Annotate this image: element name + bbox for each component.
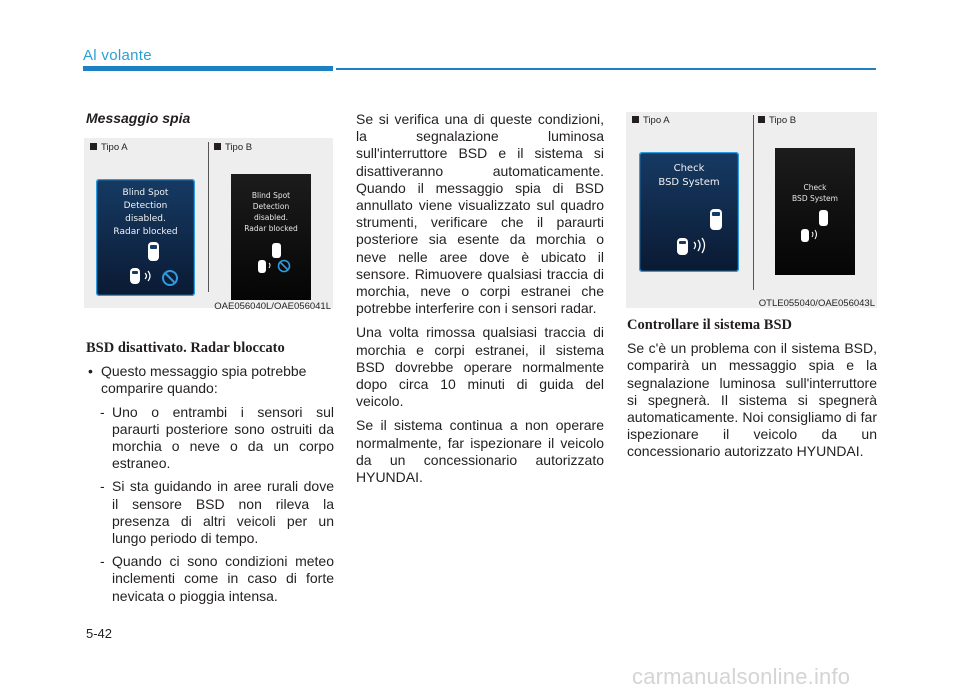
figure-check-bsd bbox=[626, 112, 877, 308]
screen-a-line-2: Detection bbox=[123, 201, 168, 211]
dash-item: - Si sta guidando in aree rurali dove il sensore BSD non rileva la presenza di altri veicoli per un lungo periodo di tempo. bbox=[100, 478, 334, 547]
figure-divider bbox=[208, 142, 209, 292]
column-middle bbox=[356, 111, 604, 493]
figure-radar-blocked bbox=[84, 138, 333, 312]
check-bsd-screen-b bbox=[775, 148, 855, 275]
screen-b-line-3: disabled. bbox=[254, 213, 288, 222]
figure-caption: OAE056040L/OAE056041L bbox=[214, 301, 331, 312]
column-right bbox=[627, 317, 877, 468]
section-title: Al volante bbox=[83, 47, 152, 64]
figure-label-type-b: Tipo B bbox=[214, 142, 252, 153]
paragraph: Una volta rimossa qualsiasi traccia di morchia e corpi estranei, il sistema BSD dovrebbe operare normalmente dopo circa 10 minuti di guida del veicolo. bbox=[356, 324, 604, 410]
page-number: 5-42 bbox=[86, 626, 113, 641]
screen-b-line-2: BSD System bbox=[792, 194, 838, 203]
cluster-screen-type-a bbox=[639, 152, 739, 272]
square-bullet-icon bbox=[90, 143, 97, 150]
watermark: carmanualsonline.info bbox=[632, 664, 851, 689]
screen-a-line-1: Blind Spot bbox=[122, 188, 169, 198]
dash-item: - Uno o entrambi i sensori sul paraurti posteriore sono ostruiti da morchia o neve o da un corpo estraneo. bbox=[100, 403, 334, 472]
figure-label-type-b: Tipo B bbox=[758, 115, 796, 126]
figure-label-type-a: Tipo A bbox=[632, 115, 670, 126]
figure-label-type-a: Tipo A bbox=[90, 142, 128, 153]
screen-b-line-1: Check bbox=[803, 183, 827, 192]
column-left bbox=[86, 340, 334, 611]
radar-blocked-heading: BSD disattivato. Radar bloccato bbox=[86, 340, 285, 356]
square-bullet-icon bbox=[632, 116, 639, 123]
bullet-item: • Questo messaggio spia potrebbe comparire quando: bbox=[88, 363, 307, 397]
screen-a-line-1: Check bbox=[673, 163, 705, 174]
figure-caption: OTLE055040/OAE056043L bbox=[758, 298, 875, 309]
paragraph: Se c'è un problema con il sistema BSD, comparirà un messaggio spia e la segnalazione luminosa sull'interruttore si spegnerà. Il sistema si spegnerà automaticamente. Noi consigliamo di far ispezionare il veicolo da un concessionario autorizzato HYUNDAI. bbox=[627, 340, 877, 460]
cluster-screen-type-b bbox=[231, 174, 311, 300]
square-bullet-icon bbox=[214, 143, 221, 150]
check-bsd-heading: Controllare il sistema BSD bbox=[627, 317, 793, 333]
radar-blocked-screen-a bbox=[96, 179, 195, 296]
screen-a-line-2: BSD System bbox=[658, 177, 720, 188]
screen-b-line-2: Detection bbox=[252, 202, 290, 211]
header-rule-thick bbox=[83, 66, 333, 71]
bullet-dot: • bbox=[88, 363, 93, 380]
cluster-screen-type-a bbox=[96, 179, 195, 296]
radar-blocked-screen-b bbox=[231, 174, 311, 300]
header-rule-thin bbox=[336, 68, 876, 70]
screen-b-line-1: Blind Spot bbox=[251, 191, 291, 200]
paragraph: Se si verifica una di queste condizioni, la segnalazione luminosa sull'interruttore BSD e il sistema si disattiveranno automaticamente. Quando il messaggio spia di BSD annullato viene visualizzato sul quadro strumenti, verificare che il paraurti posteriore sia esente da morchia o neve nelle aree dove è ubicato il sensore. Rimuovere qualsiasi traccia di morchia, neve o corpi estranei che potrebbe interferire con i sensori radar. bbox=[356, 111, 604, 317]
screen-a-line-3: disabled. bbox=[125, 214, 166, 224]
dash-item: - Quando ci sono condizioni meteo inclementi come in caso di forte nevicata o pioggia intensa. bbox=[100, 553, 334, 604]
cluster-screen-type-b bbox=[775, 148, 855, 275]
screen-a-line-4: Radar blocked bbox=[113, 227, 178, 237]
check-bsd-screen-a bbox=[639, 152, 739, 272]
screen-b-line-4: Radar blocked bbox=[244, 224, 298, 233]
square-bullet-icon bbox=[758, 116, 765, 123]
paragraph: Se il sistema continua a non operare normalmente, far ispezionare il veicolo da un concessionario autorizzato HYUNDAI. bbox=[356, 417, 604, 486]
warning-message-heading: Messaggio spia bbox=[86, 110, 191, 126]
figure-divider bbox=[753, 115, 754, 290]
